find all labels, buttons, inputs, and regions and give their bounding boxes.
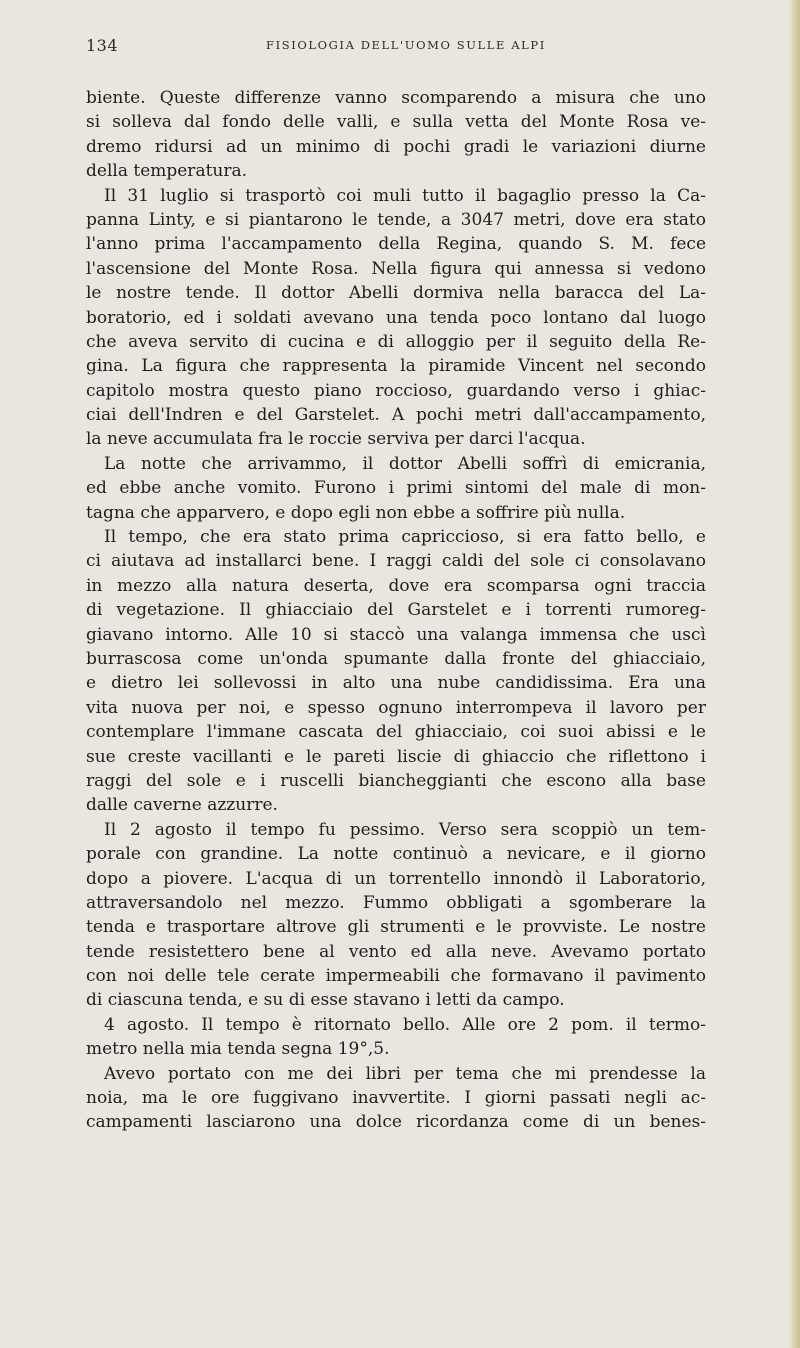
text-line: porale con grandine. La notte continuò a nevicare, e il giorno (86, 844, 706, 865)
text-line: dalle caverne azzurre. (86, 795, 278, 816)
text-line: Il 31 luglio si trasportò coi muli tutto il bagaglio presso la Ca- (104, 185, 706, 206)
text-line: ed ebbe anche vomito. Furono i primi sintomi del male di mon- (86, 478, 706, 499)
text-line: di ciascuna tenda, e su di esse stavano i letti da campo. (86, 990, 565, 1011)
text-line: vita nuova per noi, e spesso ognuno interrompeva il lavoro per (86, 697, 706, 718)
text-line: attraversandolo nel mezzo. Fummo obbligati a sgomberare la (86, 892, 706, 913)
text-line: l'ascensione del Monte Rosa. Nella figura qui annessa si vedono (86, 258, 706, 279)
text-line: 4 agosto. Il tempo è ritornato bello. Alle ore 2 pom. il termo- (104, 1014, 706, 1035)
text-line: Il tempo, che era stato prima capriccioso, si era fatto bello, e (104, 527, 706, 548)
text-line: della temperatura. (86, 161, 248, 182)
text-line: ci aiutava ad installarci bene. I raggi caldi del sole ci consolavano (86, 551, 706, 572)
text-line: contemplare l'immane cascata del ghiacciaio, coi suoi abissi e le (86, 722, 706, 743)
text-line: noia, ma le ore fuggivano inavvertite. I giorni passati negli ac- (86, 1088, 706, 1109)
text-line: campamenti lasciarono una dolce ricordanza come di un benes- (86, 1112, 706, 1133)
text-line: che aveva servito di cucina e di alloggio per il seguito della Re- (86, 331, 706, 352)
text-line: capitolo mostra questo piano roccioso, guardando verso i ghiac- (86, 380, 706, 401)
text-line: la neve accumulata fra le roccie serviva per darci l'acqua. (86, 429, 586, 450)
text-line: biente. Queste differenze vanno scomparendo a misura che uno (86, 88, 706, 108)
text-line: raggi del sole e i ruscelli biancheggianti che escono alla base (86, 770, 706, 791)
text-line: e dietro lei sollevossi in alto una nube candidissima. Era una (86, 673, 706, 694)
text-line: sue creste vacillanti e le pareti liscie di ghiaccio che riflettono i (86, 746, 706, 767)
text-line: tagna che apparvero, e dopo egli non ebbe a soffrire più nulla. (86, 502, 626, 523)
text-line: con noi delle tele cerate impermeabili che formavano il pavimento (86, 966, 706, 987)
text-line: La notte che arrivammo, il dottor Abelli soffrì di emicrania, (104, 453, 706, 474)
text-line: boratorio, ed i soldati avevano una tenda poco lontano dal luogo (86, 307, 706, 328)
text-line: giavano intorno. Alle 10 si staccò una valanga immensa che uscì (86, 624, 706, 645)
body-text (86, 86, 706, 1135)
page-edge (788, 0, 800, 1348)
text-line: tende resistettero bene al vento ed alla neve. Avevamo portato (86, 941, 706, 962)
text-line: Avevo portato con me dei libri per tema che mi prendesse la (104, 1063, 706, 1084)
text-line: dopo a piovere. L'acqua di un torrentello innondò il Laboratorio, (86, 868, 706, 889)
text-line: Il 2 agosto il tempo fu pessimo. Verso sera scoppiò un tem- (104, 819, 706, 840)
text-line: dremo ridursi ad un minimo di pochi gradi le variazioni diurne (86, 136, 706, 157)
text-line: le nostre tende. Il dottor Abelli dormiva nella baracca del La- (86, 283, 706, 304)
text-line: in mezzo alla natura deserta, dove era scomparsa ogni traccia (86, 575, 706, 596)
text-line: di vegetazione. Il ghiacciaio del Garstelet e i torrenti rumoreg- (86, 600, 706, 621)
text-line: metro nella mia tenda segna 19°,5. (86, 1039, 390, 1060)
text-line: ciai dell'Indren e del Garstelet. A pochi metri dall'accampamento, (86, 405, 706, 426)
page-number: 134 (86, 36, 119, 55)
text-line: burrascosa come un'onda spumante dalla fronte del ghiacciaio, (86, 648, 706, 669)
text-line: si solleva dal fondo delle valli, e sulla vetta del Monte Rosa ve- (86, 112, 706, 133)
running-title: FISIOLOGIA DELL'UOMO SULLE ALPI (266, 38, 546, 52)
text-line: panna Linty, e si piantarono le tende, a 3047 metri, dove era stato (86, 209, 706, 230)
page-header (86, 36, 696, 60)
text-line: tenda e trasportare altrove gli strumenti e le provviste. Le nostre (86, 917, 706, 938)
text-line: gina. La figura che rappresenta la piramide Vincent nel secondo (86, 356, 706, 377)
text-line: l'anno prima l'accampamento della Regina, quando S. M. fece (86, 234, 706, 255)
